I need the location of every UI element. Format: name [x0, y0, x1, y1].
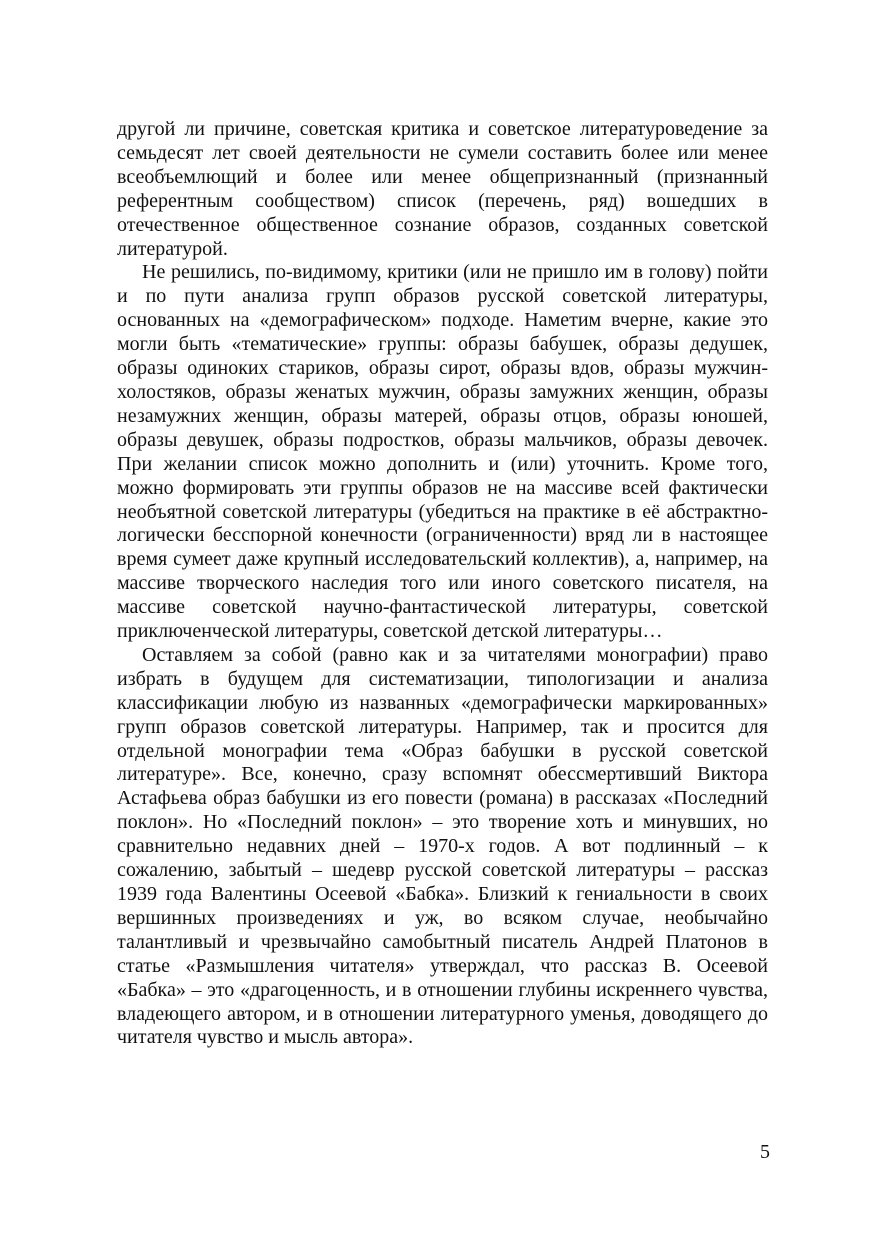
body-text [117, 118, 768, 1050]
paragraph-continuation: другой ли причине, советская критика и советское литературоведение за семьдесят лет своей деятельности не сумели составить более или менее всеобъемлющий и более или менее общепризнанный (признанный референтным сообществом) список (перечень, ряд) вошедших в отечественное общественное сознание образов, созданных советской литературой. [117, 118, 768, 260]
paragraph-demographic-groups: Не решились, по-видимому, критики (или не пришло им в голову) пойти и по пути анализа групп образов русской советской литературы, основанных на «демографическом» подходе. Наметим вчерне, какие это могли быть «тематические» группы: образы бабушек, образы дедушек, образы одиноких стариков, образы сирот, образы вдов, образы мужчин-холостяков, образы женатых мужчин, образы замужних женщин, образы незамужних женщин, образы матерей, образы отцов, образы юношей, образы девушек, образы подростков, образы мальчиков, образы девочек. При желании список можно дополнить и (или) уточнить. Кроме того, можно формировать эти группы образов не на массиве всей фактически необъятной советской литературы (убедиться на практике в её абстрактно-логически бесспорной конечности (ограниченности) вряд ли в настоящее время сумеет даже крупный исследовательский коллектив), а, например, на массиве творческого наследия того или иного советского писателя, на массиве советской научно-фантастической литературы, советской приключенческой литературы, советской детской литературы… [117, 261, 768, 643]
paragraph-grandmother-theme: Оставляем за собой (равно как и за читателями монографии) право избрать в будущем для систематизации, типологизации и анализа классификации любую из названных «демографически маркированных» групп образов советской литературы. Например, так и просится для отдельной монографии тема «Образ бабушки в русской советской литературе». Все, конечно, сразу вспомнят обессмертивший Виктора Астафьева образ бабушки из его повести (романа) в рассказах «Последний поклон». Но «Последний поклон» – это творение хоть и минувших, но сравнительно недавних дней – 1970-х годов. А вот подлинный – к сожалению, забытый – шедевр русской советской литературы – рассказ 1939 года Валентины Осеевой «Бабка». Близкий к гениальности в своих вершинных произведениях и уж, во всяком случае, необычайно талантливый и чрезвычайно самобытный писатель Андрей Платонов в статье «Размышления читателя» утверждал, что рассказ В. Осеевой «Бабка» – это «драгоценность, и в отношении глубины искреннего чувства, владеющего автором, и в отношении литературного уменья, доводящего до читателя чувство и мысль автора». [117, 643, 768, 1049]
page-number: 5 [760, 1141, 770, 1163]
